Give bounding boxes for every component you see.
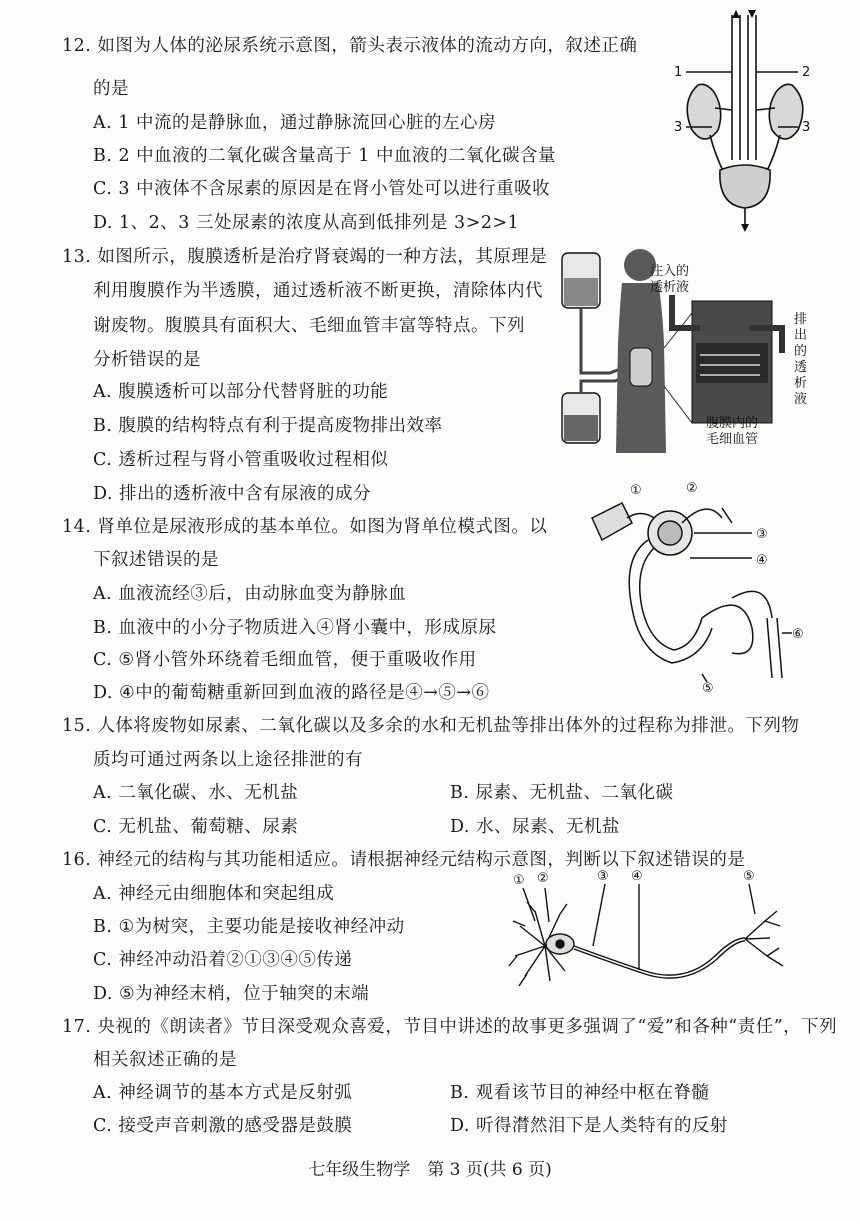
q12-option-c: C. 3 中液体不含尿素的原因是在肾小管处可以进行重吸收 — [93, 179, 551, 199]
fig12-label-3-left: 3 — [674, 120, 683, 135]
q17-option-d: D. 听得潸然泪下是人类特有的反射 — [450, 1116, 729, 1136]
fig16-label-3: ③ — [597, 869, 609, 884]
q14-option-b: B. 血液中的小分子物质进入④肾小囊中，形成原尿 — [93, 618, 497, 638]
nephron-figure — [582, 478, 812, 698]
fig13-out-char-5: 析 — [794, 376, 808, 391]
fig12-label-2: 2 — [802, 65, 811, 80]
fig13-out-char-3: 的 — [794, 344, 808, 359]
q15-option-d: D. 水、尿素、无机盐 — [450, 817, 621, 837]
q13-stem-line3: 谢废物。腹膜具有面积大、毛细血管丰富等特点。下列 — [93, 316, 525, 336]
fig14-label-6: ⑥ — [792, 627, 804, 642]
fig14-label-3: ③ — [756, 527, 768, 542]
fig14-label-4: ④ — [756, 553, 768, 568]
fig14-label-2: ② — [686, 481, 698, 496]
q13-option-a: A. 腹膜透析可以部分代替肾脏的功能 — [93, 382, 389, 402]
q12-stem-line2: 的是 — [93, 79, 129, 99]
q13-stem-line1: 13. 如图所示，腹膜透析是治疗肾衰竭的一种方法，其原理是 — [62, 247, 548, 267]
q17-option-a: A. 神经调节的基本方式是反射弧 — [93, 1083, 353, 1103]
fig14-label-1: ① — [630, 483, 642, 498]
fig13-out-char-4: 透 — [794, 360, 808, 375]
fig13-out-char-6: 液 — [794, 392, 808, 407]
urinary-system-figure — [670, 10, 820, 235]
q17-option-c: C. 接受声音刺激的感受器是鼓膜 — [93, 1116, 353, 1136]
q15-option-c: C. 无机盐、葡萄糖、尿素 — [93, 817, 299, 837]
fig13-inject-label-1: 注入的 — [650, 264, 690, 279]
q13-option-d: D. 排出的透析液中含有尿液的成分 — [93, 484, 372, 504]
fig13-out-char-1: 排 — [794, 312, 808, 327]
q16-option-c: C. 神经冲动沿着②①③④⑤传递 — [93, 950, 353, 970]
q12-stem-line1: 12. 如图为人体的泌尿系统示意图，箭头表示液体的流动方向，叙述正确 — [62, 36, 638, 56]
q14-option-a: A. 血液流经③后，由动脉血变为静脉血 — [93, 584, 407, 604]
fig12-label-1: 1 — [674, 65, 683, 80]
fig12-label-3-right: 3 — [802, 120, 811, 135]
q13-stem-line2: 利用腹膜作为半透膜，通过透析液不断更换，清除体内代 — [93, 281, 543, 301]
fig16-label-1: ① — [513, 873, 525, 888]
fig16-label-5: ⑤ — [743, 869, 755, 884]
fig16-label-4: ④ — [631, 869, 643, 884]
q15-option-b: B. 尿素、无机盐、二氧化碳 — [450, 783, 674, 803]
q17-stem-line2: 相关叙述正确的是 — [93, 1050, 237, 1070]
q16-stem-line1: 16. 神经元的结构与其功能相适应。请根据神经元结构示意图，判断以下叙述错误的是 — [62, 850, 746, 870]
fig13-inject-label-2: 透析液 — [650, 280, 690, 295]
q12-option-d: D. 1、2、3 三处尿素的浓度从高到低排列是 3>2>1 — [93, 213, 520, 233]
q12-option-a: A. 1 中流的是静脉血，通过静脉流回心脏的左心房 — [93, 113, 496, 133]
q14-stem-line1: 14. 肾单位是尿液形成的基本单位。如图为肾单位模式图。以 — [62, 517, 548, 537]
q16-option-d: D. ⑤为神经末梢，位于轴突的末端 — [93, 984, 370, 1004]
q13-stem-line4: 分析错误的是 — [93, 350, 201, 370]
neuron-figure — [505, 866, 805, 1006]
q17-stem-line1: 17. 央视的《朗读者》节目深受观众喜爱，节目中讲述的故事更多强调了“爱”和各种“责任”，下列 — [62, 1017, 838, 1037]
q15-stem-line2: 质均可通过两条以上途径排泄的有 — [93, 750, 363, 770]
peritoneal-dialysis-figure — [560, 243, 820, 458]
q16-option-b: B. ①为树突，主要功能是接收神经冲动 — [93, 917, 405, 937]
fig14-label-5: ⑤ — [702, 681, 714, 696]
q16-option-a: A. 神经元由细胞体和突起组成 — [93, 884, 335, 904]
q14-option-c: C. ⑤肾小管外环绕着毛细血管，便于重吸收作用 — [93, 650, 477, 670]
fig13-out-char-2: 出 — [794, 328, 808, 343]
q14-option-d: D. ④中的葡萄糖重新回到血液的路径是④→⑤→⑥ — [93, 683, 490, 703]
page-footer: 七年级生物学 第 3 页(共 6 页) — [308, 1160, 552, 1180]
fig13-capillary-label-1: 腹膜内的 — [706, 416, 759, 431]
q17-option-b: B. 观看该节目的神经中枢在脊髓 — [450, 1083, 710, 1103]
q14-stem-line2: 下叙述错误的是 — [93, 550, 219, 570]
q13-option-c: C. 透析过程与肾小管重吸收过程相似 — [93, 450, 389, 470]
q12-option-b: B. 2 中血液的二氧化碳含量高于 1 中血液的二氧化碳含量 — [93, 146, 556, 166]
fig16-label-2: ② — [537, 871, 549, 886]
q15-option-a: A. 二氧化碳、水、无机盐 — [93, 783, 299, 803]
fig13-capillary-label-2: 毛细血管 — [706, 432, 759, 447]
q13-option-b: B. 腹膜的结构特点有利于提高废物排出效率 — [93, 416, 443, 436]
q15-stem-line1: 15. 人体将废物如尿素、二氧化碳以及多余的水和无机盐等排出体外的过程称为排泄。下列物 — [62, 716, 800, 736]
